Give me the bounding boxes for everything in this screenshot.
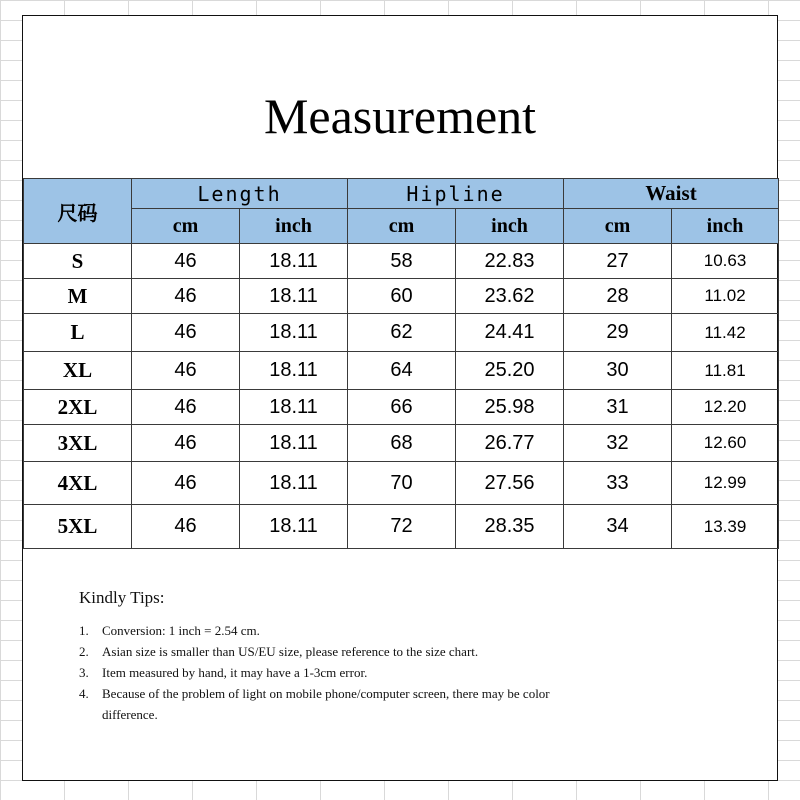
tip-text: Because of the problem of light on mobile phone/computer screen, there may be color difference. xyxy=(102,686,550,722)
measurement-cell: 27.56 xyxy=(456,462,564,505)
measurement-cell: 34 xyxy=(564,505,672,549)
page-title: Measurement xyxy=(263,88,537,144)
measurement-cell: 66 xyxy=(348,390,456,425)
measurement-cell: 18.11 xyxy=(240,352,348,390)
measurement-cell: 12.99 xyxy=(672,462,779,505)
waist-group-header: Waist xyxy=(564,179,779,209)
unit-header: cm xyxy=(564,209,672,244)
tip-number: 3. xyxy=(79,665,89,680)
measurement-cell: 18.11 xyxy=(240,390,348,425)
measurement-cell: 46 xyxy=(132,314,240,352)
tip-number: 2. xyxy=(79,644,89,659)
tip-number: 1. xyxy=(79,623,89,638)
measurement-cell: 46 xyxy=(132,462,240,505)
table-row xyxy=(24,425,779,462)
measurement-cell: 58 xyxy=(348,244,456,279)
unit-header: cm xyxy=(348,209,456,244)
measurement-cell: 26.77 xyxy=(456,425,564,462)
measurement-cell: 25.98 xyxy=(456,390,564,425)
table-row xyxy=(24,244,779,279)
measurement-cell: 60 xyxy=(348,279,456,314)
table-row xyxy=(24,505,779,549)
measurement-cell: 12.60 xyxy=(672,425,779,462)
unit-header: inch xyxy=(672,209,779,244)
tip-text: Item measured by hand, it may have a 1-3cm error. xyxy=(102,665,368,680)
measurement-cell: 13.39 xyxy=(672,505,779,549)
measurement-cell: 11.81 xyxy=(672,352,779,390)
size-label-cell: S xyxy=(24,244,132,279)
tip-number: 4. xyxy=(79,686,89,701)
measurement-cell: 18.11 xyxy=(240,244,348,279)
size-label-cell: M xyxy=(24,279,132,314)
measurement-cell: 18.11 xyxy=(240,462,348,505)
table-row xyxy=(24,390,779,425)
measurement-cell: 70 xyxy=(348,462,456,505)
size-chart-sheet xyxy=(22,15,778,781)
tips-list xyxy=(79,620,759,725)
table-row xyxy=(24,279,779,314)
measurement-cell: 62 xyxy=(348,314,456,352)
size-table xyxy=(23,178,779,549)
size-label-cell: L xyxy=(24,314,132,352)
measurement-cell: 27 xyxy=(564,244,672,279)
tip-item xyxy=(79,662,759,683)
size-label-cell: 3XL xyxy=(24,425,132,462)
measurement-cell: 64 xyxy=(348,352,456,390)
size-label-cell: 2XL xyxy=(24,390,132,425)
tips-section xyxy=(79,588,759,725)
measurement-cell: 24.41 xyxy=(456,314,564,352)
size-label-cell: 5XL xyxy=(24,505,132,549)
measurement-cell: 18.11 xyxy=(240,314,348,352)
measurement-cell: 23.62 xyxy=(456,279,564,314)
measurement-cell: 68 xyxy=(348,425,456,462)
measurement-cell: 18.11 xyxy=(240,279,348,314)
measurement-cell: 25.20 xyxy=(456,352,564,390)
size-label-cell: XL xyxy=(24,352,132,390)
size-label-cell: 4XL xyxy=(24,462,132,505)
measurement-cell: 28 xyxy=(564,279,672,314)
measurement-cell: 18.11 xyxy=(240,425,348,462)
tip-item xyxy=(79,641,759,662)
size-column-header: 尺码 xyxy=(24,179,132,244)
table-row xyxy=(24,462,779,505)
hipline-group-header: Hipline xyxy=(348,179,564,209)
measurement-cell: 18.11 xyxy=(240,505,348,549)
measurement-cell: 46 xyxy=(132,505,240,549)
measurement-cell: 46 xyxy=(132,244,240,279)
length-group-header: Length xyxy=(132,179,348,209)
measurement-cell: 10.63 xyxy=(672,244,779,279)
measurement-cell: 31 xyxy=(564,390,672,425)
table-row xyxy=(24,314,779,352)
measurement-cell: 28.35 xyxy=(456,505,564,549)
tip-item xyxy=(79,620,759,641)
unit-header: cm xyxy=(132,209,240,244)
measurement-cell: 46 xyxy=(132,390,240,425)
measurement-cell: 12.20 xyxy=(672,390,779,425)
measurement-cell: 46 xyxy=(132,425,240,462)
tips-title: Kindly Tips: xyxy=(79,588,165,607)
unit-header: inch xyxy=(240,209,348,244)
measurement-cell: 46 xyxy=(132,352,240,390)
measurement-cell: 46 xyxy=(132,279,240,314)
measurement-cell: 29 xyxy=(564,314,672,352)
measurement-cell: 32 xyxy=(564,425,672,462)
measurement-cell: 33 xyxy=(564,462,672,505)
tip-text: Asian size is smaller than US/EU size, please reference to the size chart. xyxy=(102,644,479,659)
measurement-cell: 11.02 xyxy=(672,279,779,314)
measurement-cell: 11.42 xyxy=(672,314,779,352)
measurement-cell: 22.83 xyxy=(456,244,564,279)
tip-text: Conversion: 1 inch = 2.54 cm. xyxy=(102,623,260,638)
size-table-body xyxy=(24,244,779,549)
unit-header: inch xyxy=(456,209,564,244)
measurement-cell: 30 xyxy=(564,352,672,390)
tip-item xyxy=(79,683,759,725)
table-row xyxy=(24,352,779,390)
measurement-cell: 72 xyxy=(348,505,456,549)
